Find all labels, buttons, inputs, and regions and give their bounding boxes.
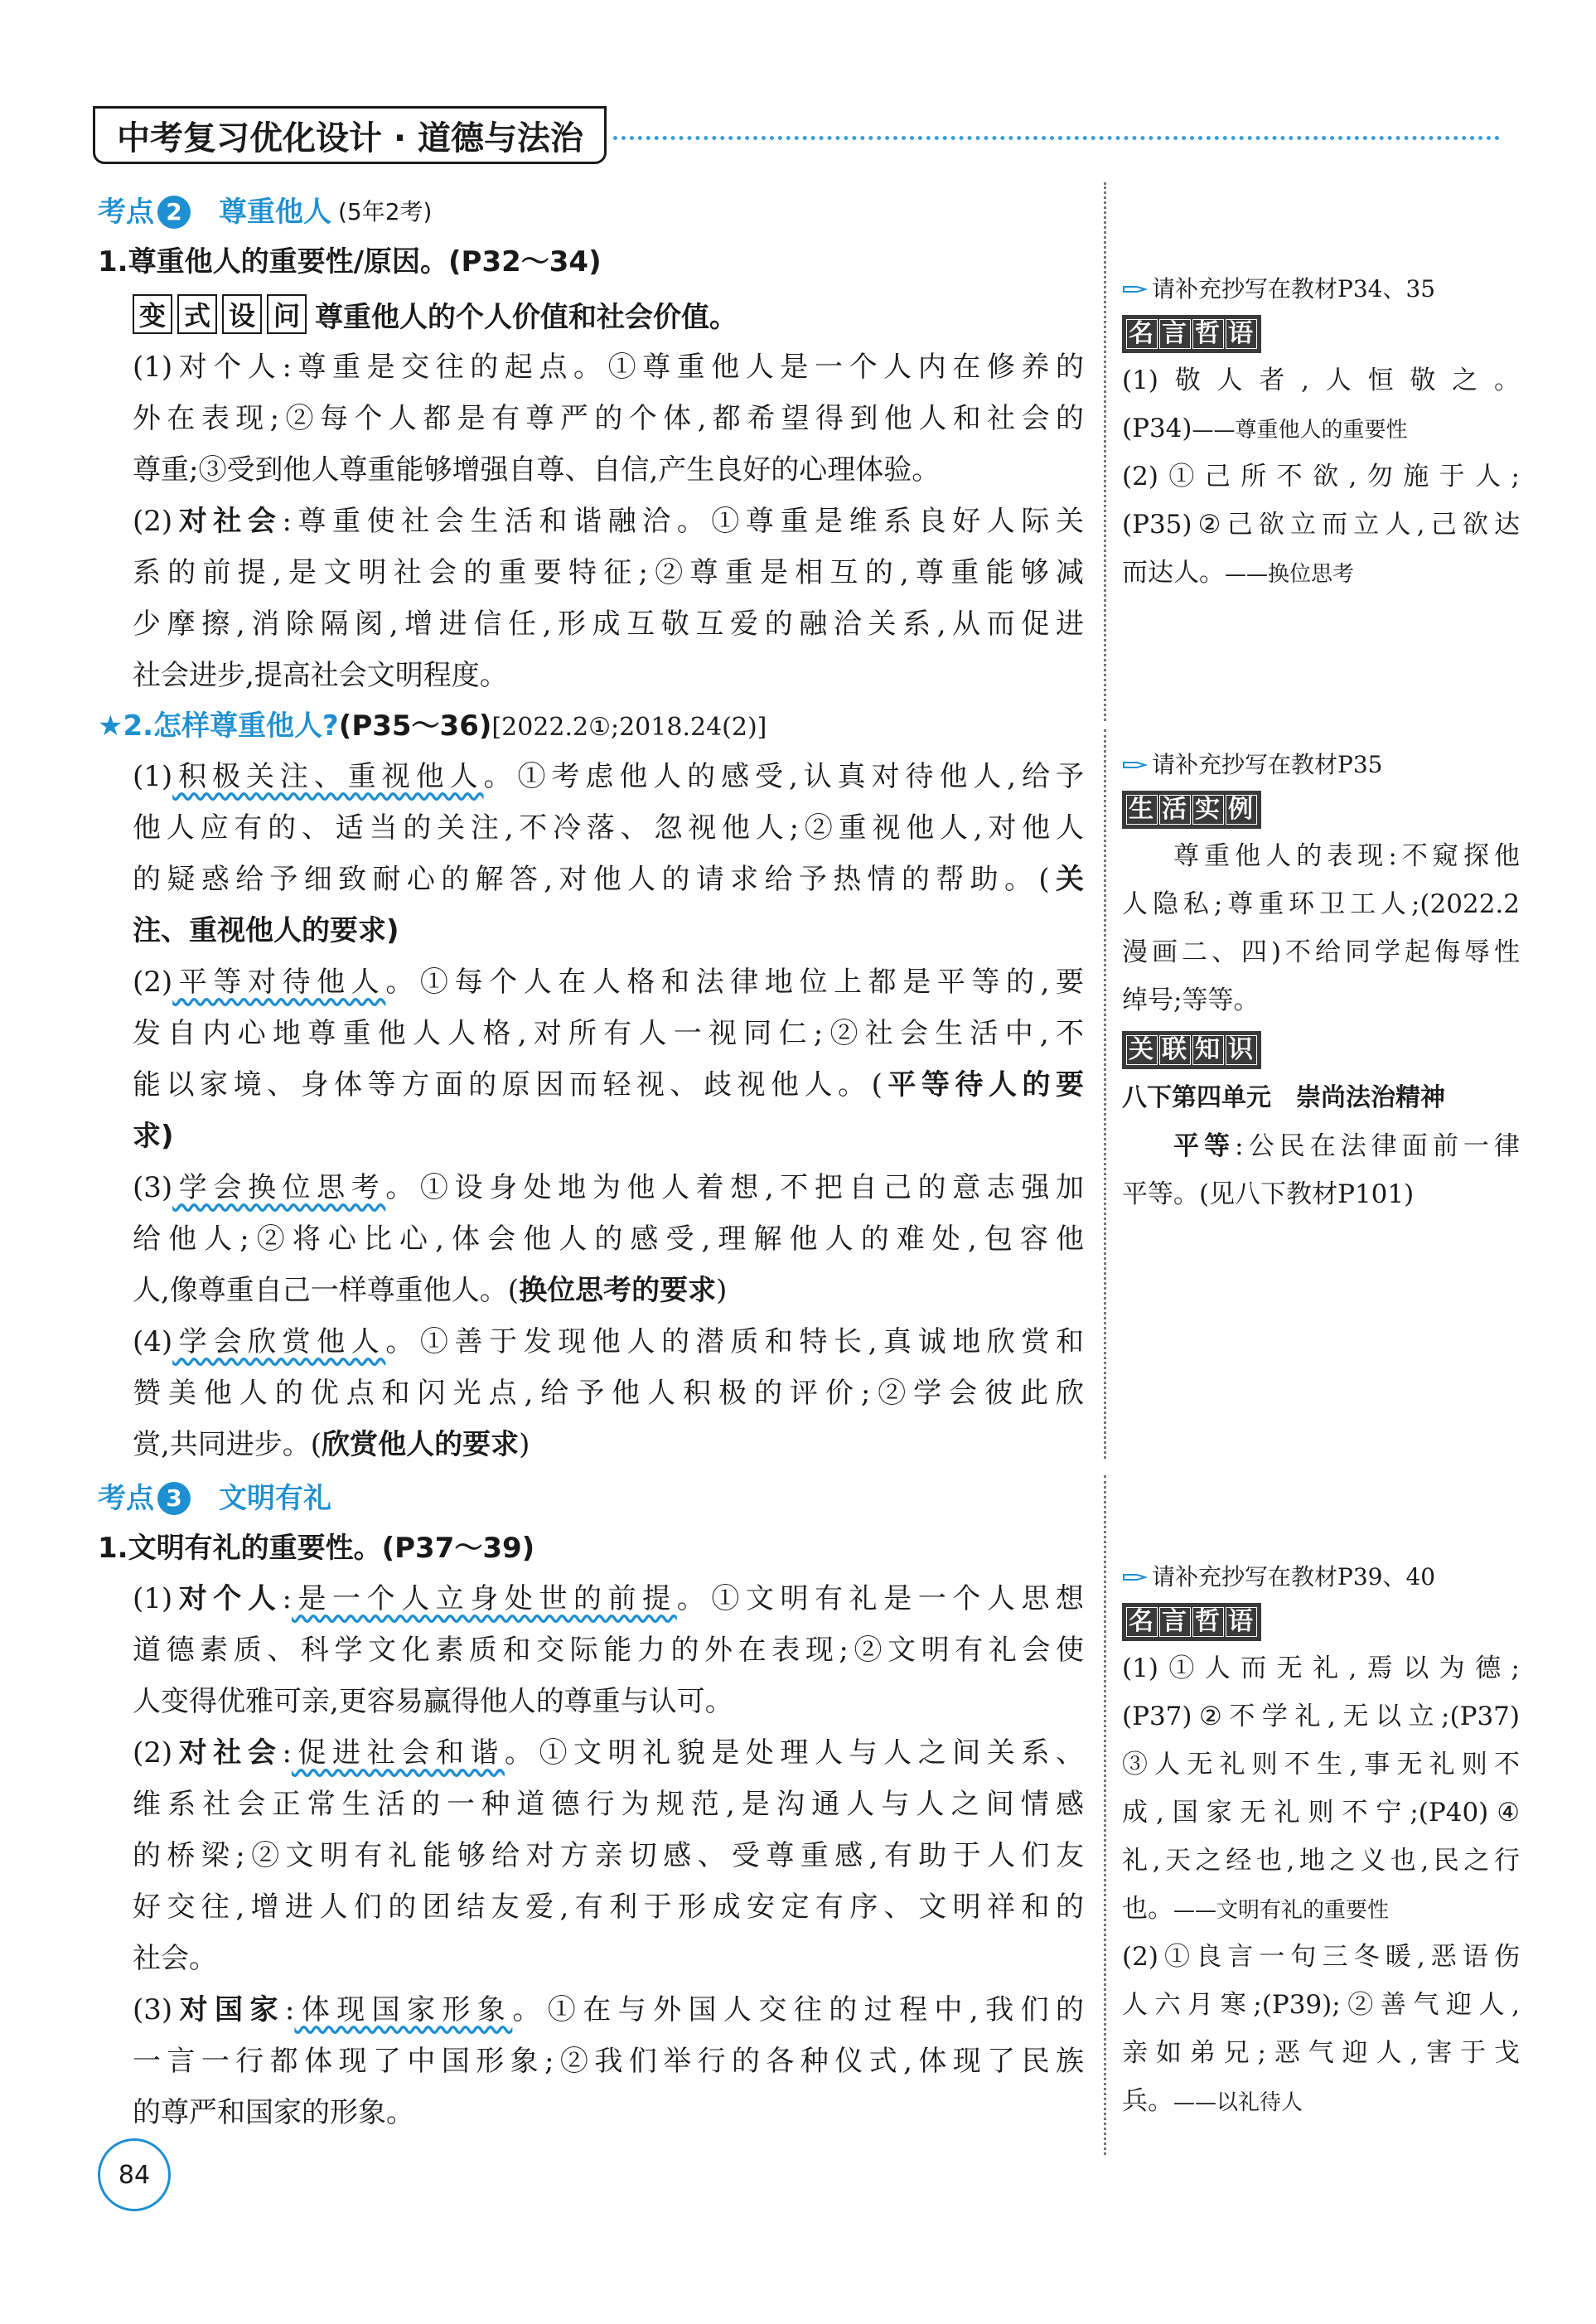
variant-question: 变 式 设 问 尊重他人的个人价值和社会价值。: [133, 287, 1084, 341]
tag-related-knowledge: 关 联 知 识: [1122, 1031, 1261, 1069]
paragraph: (1)对个人:尊重是交往的起点。①尊重他人是一个人内在修养的 外在表现;②每个人都是有尊严的个体,都希望得到他人和社会的 尊重;③受到他人尊重能够增强自尊、自信,产生良好的心理体验。 (2)对社会:尊重使社会生活和谐融洽。①尊重是维系良好人际关 系的前提,是文明社会的重要特征;②尊重是相互的,尊重能够减 少摩擦,消除隔阂,增进信任,形成互敬互爱的融洽关系,从而促进 社会进步,提高社会文明程度。: [133, 351, 1084, 692]
tag-quote: 名 言 哲 语: [1122, 315, 1261, 353]
side-block-2: 请补充抄写在教材P35 生 活 实 例 尊重他人的表现:不窥探他 人隐私;尊重环卫工人;(2022.2 漫画二、四)不给同学起侮辱性 绰号;等等。 关 联 知 识 八下第四单元 崇尚法治精神 平等:公民在法律面前一律 平等。(见八下教材P101): [1122, 744, 1520, 1218]
pointing-hand-icon: [1122, 282, 1147, 297]
tag-quote: 名 言 哲 语: [1122, 1603, 1261, 1641]
question-title: 1.文明有礼的重要性。(P37～39): [98, 1532, 535, 1565]
section-heading-kd2: 考点 2 尊重他人 (5年2考): [98, 196, 433, 229]
column-divider: [1104, 182, 1106, 721]
header-divider: [613, 136, 1500, 140]
side-block-3: 请补充抄写在教材P39、40 名 言 哲 语 (1)①人而无礼,焉以为德; (P37)②不学礼,无以立;(P37) ③人无礼则不生,事无礼则不 成,国家无礼则不宁;(P40)④ 礼,天之经也,地之义也,民之行 也。——文明有礼的重要性 (2)①良言一句三冬暖,恶语伤 人六月寒;(P39);②善气迎人, 亲如弟兄;恶气迎人,害于戈 兵。——以礼待人: [1122, 1557, 1520, 2125]
pointing-hand-icon: [1122, 758, 1147, 772]
section-number-badge: 3: [157, 1482, 191, 1515]
question-title-star: ★2.怎样尊重他人?(P35～36)[2022.2①;2018.24(2)]: [98, 709, 767, 743]
main-column: [98, 187, 1084, 2138]
header-title: 中考复习优化设计 · 道德与法治: [93, 106, 607, 164]
section-number-badge: 2: [157, 196, 191, 229]
pointing-hand-icon: [1122, 1570, 1147, 1585]
paragraph: (1)对个人:是一个人立身处世的前提。①文明有礼是一个人思想 道德素质、科学文化素质和交际能力的外在表现;②文明有礼会使 人变得优雅可亲,更容易赢得他人的尊重与认可。 (2)对社会:促进社会和谐。①文明礼貌是处理人与人之间关系、 维系社会正常生活的一种道德行为规范,是沟通人与人之间情感 的桥梁;②文明有礼能够给对方亲切感、受尊重感,有助于人们友 好交往,增进人们的团结友爱,有利于形成安定有序、文明祥和的 社会。 (3)对国家:体现国家形象。①在与外国人交往的过程中,我们的 一言一行都体现了中国形象;②我们举行的各种仪式,体现了民族 的尊严和国家的形象。: [133, 1582, 1084, 2129]
side-block-1: 请补充抄写在教材P34、35 名 言 哲 语 (1)敬人者,人恒敬之。 (P34)——尊重他人的重要性 (2)①己所不欲,勿施于人; (P35)②己欲立而立人,己欲达 而达人。——换位思考: [1122, 269, 1520, 597]
question-title: 1.尊重他人的重要性/原因。(P32～34): [98, 245, 602, 278]
page-number: 84: [98, 2138, 171, 2211]
column-divider: [1104, 729, 1106, 1459]
paragraph: (1)积极关注、重视他人。①考虑他人的感受,认真对待他人,给予 他人应有的、适当的关注,不冷落、忽视他人;②重视他人,对他人 的疑惑给予细致耐心的解答,对他人的请求给予热情的帮助。(关 注、重视他人的要求) (2)平等对待他人。①每个人在人格和法律地位上都是平等的,要 发自内心地尊重他人人格,对所有人一视同仁;②社会生活中,不 能以家境、身体等方面的原因而轻视、歧视他人。(平等待人的要 求) (3)学会换位思考。①设身处地为他人着想,不把自己的意志强加 给他人;②将心比心,体会他人的感受,理解他人的难处,包容他 人,像尊重自己一样尊重他人。(换位思考的要求) (4)学会欣赏他人。①善于发现他人的潜质和特长,真诚地欣赏和 赞美他人的优点和闪光点,给予他人积极的评价;②学会彼此欣 赏,共同进步。(欣赏他人的要求): [133, 760, 1084, 1461]
tag-life-example: 生 活 实 例: [1122, 791, 1261, 829]
column-divider: [1104, 1475, 1106, 2155]
copy-note: 请补充抄写在教材P34、35: [1122, 269, 1520, 310]
copy-note: 请补充抄写在教材P39、40: [1122, 1557, 1520, 1598]
copy-note: 请补充抄写在教材P35: [1122, 744, 1520, 786]
section-heading-kd3: 考点 3 文明有礼: [98, 1482, 331, 1515]
